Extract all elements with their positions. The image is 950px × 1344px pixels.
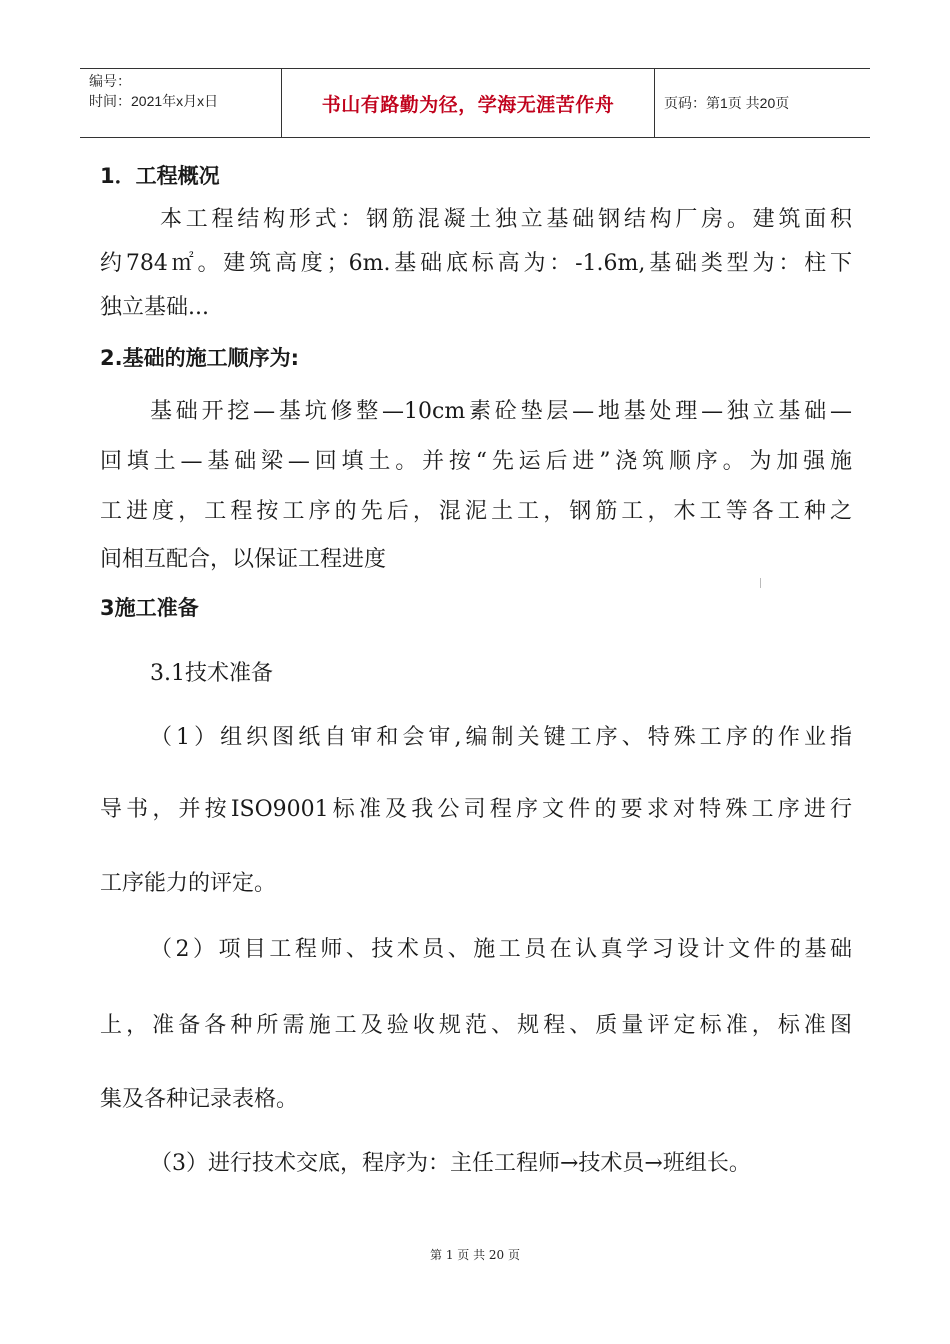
section-2-paragraph-line: 工进度，工程按工序的先后，混泥土工，钢筋工，木工等各工种之 [100,499,852,524]
header-meta [80,69,282,137]
section-3-item-line: 上，准备各种所需施工及验收规范、规程、质量评定标准，标准图 [100,1013,852,1038]
document-time-label: 时间：2021年x月x日 [89,93,219,109]
header-page-info [655,69,870,137]
header-motto-cell [282,69,655,137]
section-1-paragraph-line: 本工程结构形式：钢筋混凝土独立基础钢结构厂房。建筑面积 [160,207,852,232]
section-2-paragraph-line: 回填土—基础梁—回填土。并按“先运后进”浇筑顺序。为加强施 [100,449,852,474]
margin-mark [760,578,761,588]
section-3-item-line: （1）组织图纸自审和会审,编制关键工序、特殊工序的作业指 [150,725,852,750]
section-2-title: 2.基础的施工顺序为: [100,346,299,370]
section-3-item-line: （3）进行技术交底，程序为：主任工程师→技术员→班组长。 [150,1151,751,1176]
section-3-subtitle: 3.1技术准备 [150,661,273,686]
section-2-paragraph-line: 基础开挖—基坑修整—10cm素砼垫层—地基处理—独立基础— [150,399,852,424]
section-1-paragraph-line: 独立基础... [100,295,209,320]
page-footer: 第 1 页 共 20 页 [430,1248,520,1262]
section-1-paragraph-line: 约784㎡。建筑高度；6m.基础底标高为：-1.6m,基础类型为：柱下 [100,251,852,276]
header-page-number: 页码：第1页 共20页 [664,95,790,111]
section-1-title: 1．工程概况 [100,164,220,188]
document-number-label: 编号： [89,73,131,89]
header-motto: 书山有路勤为径，学海无涯苦作舟 [321,93,615,116]
section-3-item-line: 工序能力的评定。 [100,871,277,896]
section-3-title: 3施工准备 [100,596,199,620]
section-3-item-line: （2）项目工程师、技术员、施工员在认真学习设计文件的基础 [150,937,852,962]
section-3-item-line: 导书，并按ISO9001标准及我公司程序文件的要求对特殊工序进行 [100,797,852,822]
section-3-item-line: 集及各种记录表格。 [100,1087,299,1112]
page-header [80,68,870,138]
section-2-paragraph-line: 间相互配合，以保证工程进度 [100,547,387,572]
